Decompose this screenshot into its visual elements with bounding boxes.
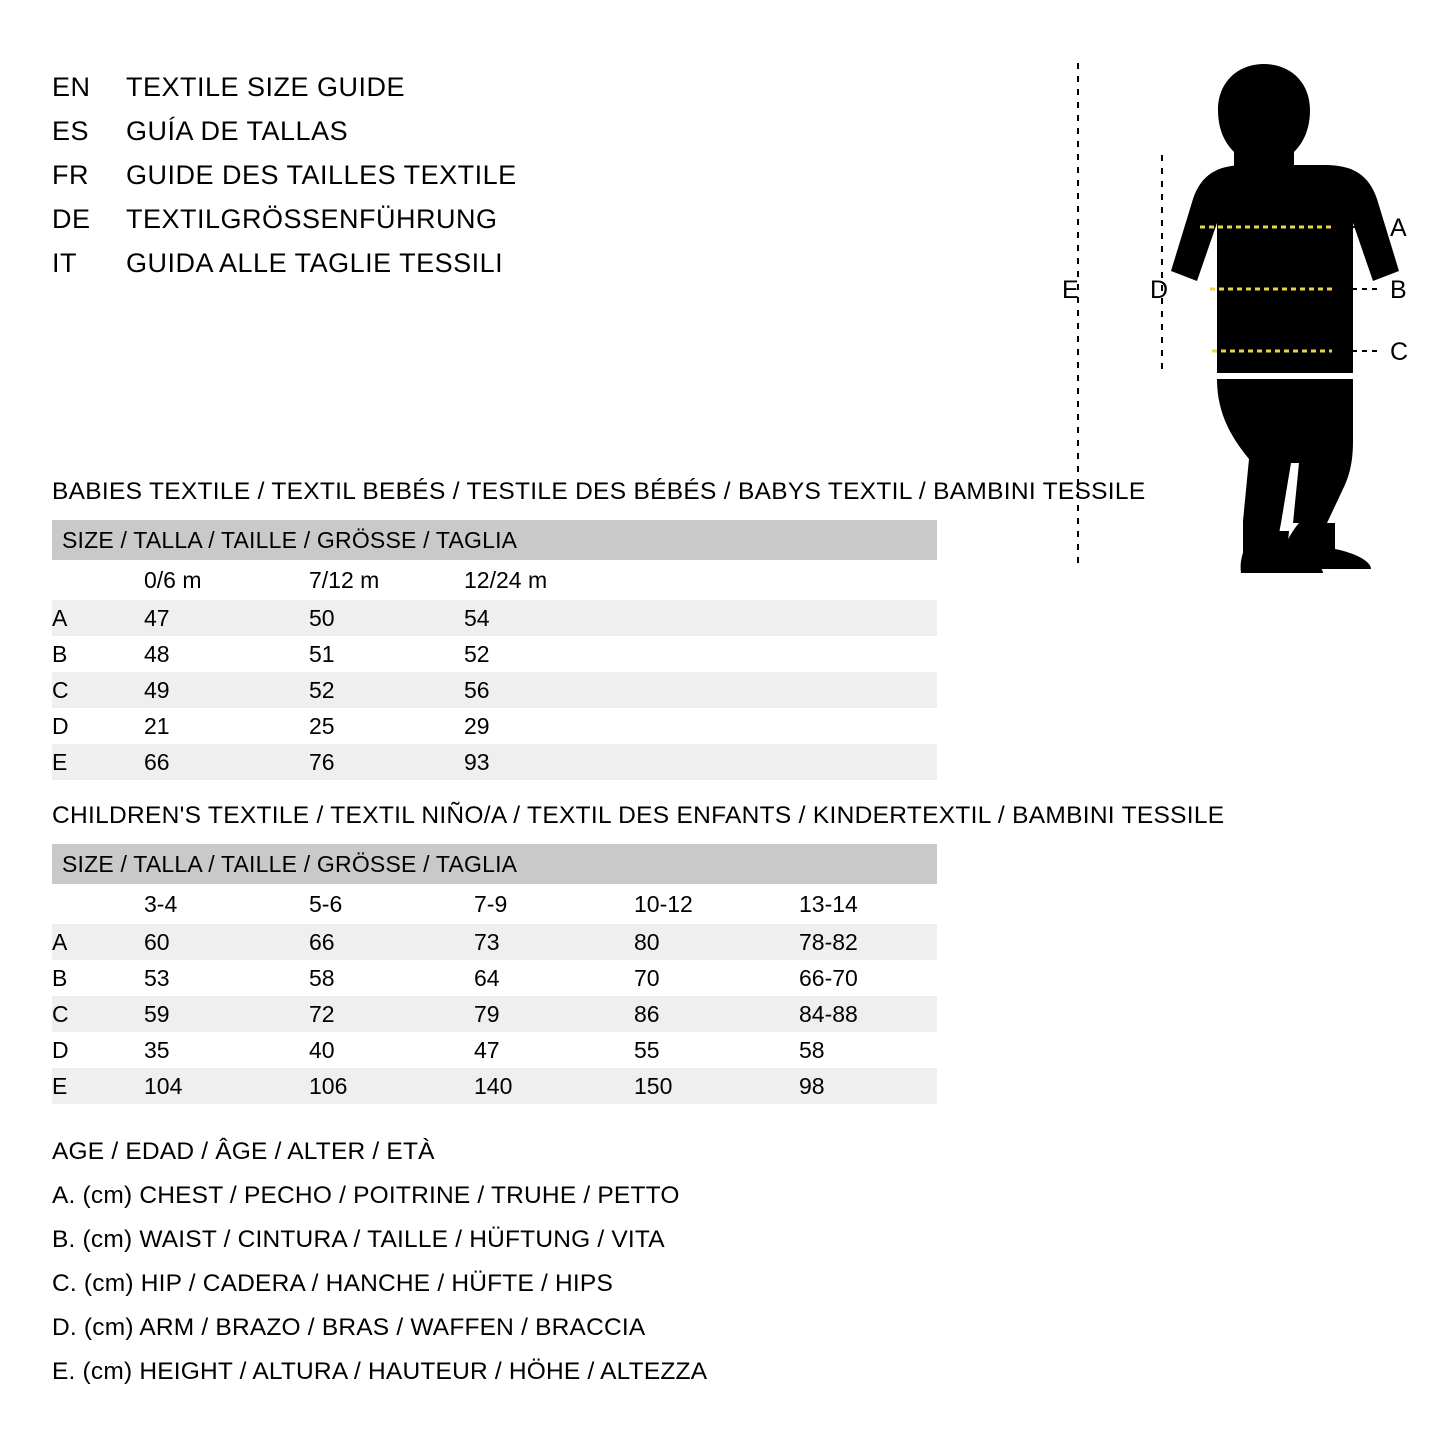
legend-line-hip: C. (cm) HIP / CADERA / HANCHE / HÜFTE / HIPS (52, 1270, 614, 1297)
marker-label-e: E (1062, 276, 1079, 304)
children-sizes-corner (52, 884, 130, 924)
children-header-label: SIZE / TALLA / TAILLE / GRÖSSE / TAGLIA (52, 844, 937, 884)
title-lang-it: IT (52, 248, 77, 278)
babies-row-label-c: C (52, 672, 130, 708)
children-sizes-row (52, 884, 937, 924)
table-row (52, 996, 937, 1032)
title-row-it (52, 248, 752, 292)
children-section (52, 802, 1392, 1104)
children-d-0: 35 (130, 1032, 295, 1068)
table-row (52, 924, 937, 960)
title-text-es: GUÍA DE TALLAS (126, 116, 349, 146)
children-a-2: 73 (460, 924, 620, 960)
babies-d-2: 29 (450, 708, 937, 744)
table-row (52, 744, 937, 780)
babies-c-1: 52 (295, 672, 450, 708)
children-heading: CHILDREN'S TEXTILE / TEXTIL NIÑO/A / TEXTIL DES ENFANTS / KINDERTEXTIL / BAMBINI TESSILE (52, 802, 1225, 829)
table-row (52, 600, 937, 636)
marker-label-a: A (1390, 214, 1407, 242)
children-c-2: 79 (460, 996, 620, 1032)
babies-d-0: 21 (130, 708, 295, 744)
children-e-4: 98 (785, 1068, 937, 1104)
table-row (52, 708, 937, 744)
title-row-fr (52, 160, 752, 204)
title-text-fr: GUIDE DES TAILLES TEXTILE (126, 160, 517, 190)
children-row-label-a: A (52, 924, 130, 960)
babies-b-1: 51 (295, 636, 450, 672)
children-e-3: 150 (620, 1068, 785, 1104)
babies-c-2: 56 (450, 672, 937, 708)
babies-e-0: 66 (130, 744, 295, 780)
children-row-label-c: C (52, 996, 130, 1032)
babies-a-1: 50 (295, 600, 450, 636)
children-size-2: 7-9 (460, 884, 620, 924)
babies-table-header-row (52, 520, 937, 560)
table-row (52, 672, 937, 708)
children-size-3: 10-12 (620, 884, 785, 924)
title-text-de: TEXTILGRÖSSENFÜHRUNG (126, 204, 498, 234)
babies-sizes-row (52, 560, 937, 600)
title-lang-en: EN (52, 72, 91, 102)
babies-header-label: SIZE / TALLA / TAILLE / GRÖSSE / TAGLIA (52, 520, 937, 560)
marker-label-c: C (1390, 338, 1409, 366)
title-text-it: GUIDA ALLE TAGLIE TESSILI (126, 248, 504, 278)
babies-b-0: 48 (130, 636, 295, 672)
babies-size-1: 7/12 m (295, 560, 450, 600)
title-row-de (52, 204, 752, 248)
babies-size-0: 0/6 m (130, 560, 295, 600)
table-row (52, 1068, 937, 1104)
children-d-1: 40 (295, 1032, 460, 1068)
children-size-1: 5-6 (295, 884, 460, 924)
babies-section (52, 478, 1392, 780)
legend-line-age: AGE / EDAD / ÂGE / ALTER / ETÀ (52, 1138, 435, 1165)
children-size-table (52, 844, 937, 1104)
babies-a-0: 47 (130, 600, 295, 636)
title-row-es (52, 116, 752, 160)
children-a-3: 80 (620, 924, 785, 960)
children-size-4: 13-14 (785, 884, 937, 924)
children-b-2: 64 (460, 960, 620, 996)
marker-label-b: B (1390, 276, 1407, 304)
babies-a-2: 54 (450, 600, 937, 636)
children-table-header-row (52, 844, 937, 884)
measurement-legend (52, 1138, 952, 1402)
legend-line-height: E. (cm) HEIGHT / ALTURA / HAUTEUR / HÖHE / ALTEZZA (52, 1358, 708, 1385)
babies-size-table (52, 520, 937, 780)
babies-row-label-e: E (52, 744, 130, 780)
children-a-1: 66 (295, 924, 460, 960)
babies-e-2: 93 (450, 744, 937, 780)
babies-heading: BABIES TEXTILE / TEXTIL BEBÉS / TESTILE DES BÉBÉS / BABYS TEXTIL / BAMBINI TESSILE (52, 478, 1146, 505)
children-d-2: 47 (460, 1032, 620, 1068)
children-d-3: 55 (620, 1032, 785, 1068)
babies-b-2: 52 (450, 636, 937, 672)
table-row (52, 636, 937, 672)
babies-size-2: 12/24 m (450, 560, 937, 600)
title-lang-de: DE (52, 204, 91, 234)
babies-e-1: 76 (295, 744, 450, 780)
children-c-1: 72 (295, 996, 460, 1032)
children-d-4: 58 (785, 1032, 937, 1068)
legend-line-chest: A. (cm) CHEST / PECHO / POITRINE / TRUHE / PETTO (52, 1182, 680, 1209)
babies-sizes-corner (52, 560, 130, 600)
children-row-label-e: E (52, 1068, 130, 1104)
children-b-4: 66-70 (785, 960, 937, 996)
marker-label-d: D (1150, 276, 1169, 304)
legend-line-arm: D. (cm) ARM / BRAZO / BRAS / WAFFEN / BRACCIA (52, 1314, 646, 1341)
children-c-4: 84-88 (785, 996, 937, 1032)
children-e-2: 140 (460, 1068, 620, 1104)
children-a-0: 60 (130, 924, 295, 960)
title-lang-fr: FR (52, 160, 89, 190)
children-e-1: 106 (295, 1068, 460, 1104)
title-lang-es: ES (52, 116, 90, 146)
babies-c-0: 49 (130, 672, 295, 708)
children-a-4: 78-82 (785, 924, 937, 960)
children-b-0: 53 (130, 960, 295, 996)
babies-row-label-d: D (52, 708, 130, 744)
children-row-label-d: D (52, 1032, 130, 1068)
children-row-label-b: B (52, 960, 130, 996)
babies-row-label-b: B (52, 636, 130, 672)
table-row (52, 960, 937, 996)
children-b-1: 58 (295, 960, 460, 996)
children-c-0: 59 (130, 996, 295, 1032)
legend-line-waist: B. (cm) WAIST / CINTURA / TAILLE / HÜFTUNG / VITA (52, 1226, 665, 1253)
children-c-3: 86 (620, 996, 785, 1032)
table-row (52, 1032, 937, 1068)
title-row-en (52, 72, 752, 116)
children-b-3: 70 (620, 960, 785, 996)
language-title-block (52, 72, 752, 292)
children-e-0: 104 (130, 1068, 295, 1104)
babies-row-label-a: A (52, 600, 130, 636)
children-size-0: 3-4 (130, 884, 295, 924)
babies-d-1: 25 (295, 708, 450, 744)
title-text-en: TEXTILE SIZE GUIDE (126, 72, 406, 102)
